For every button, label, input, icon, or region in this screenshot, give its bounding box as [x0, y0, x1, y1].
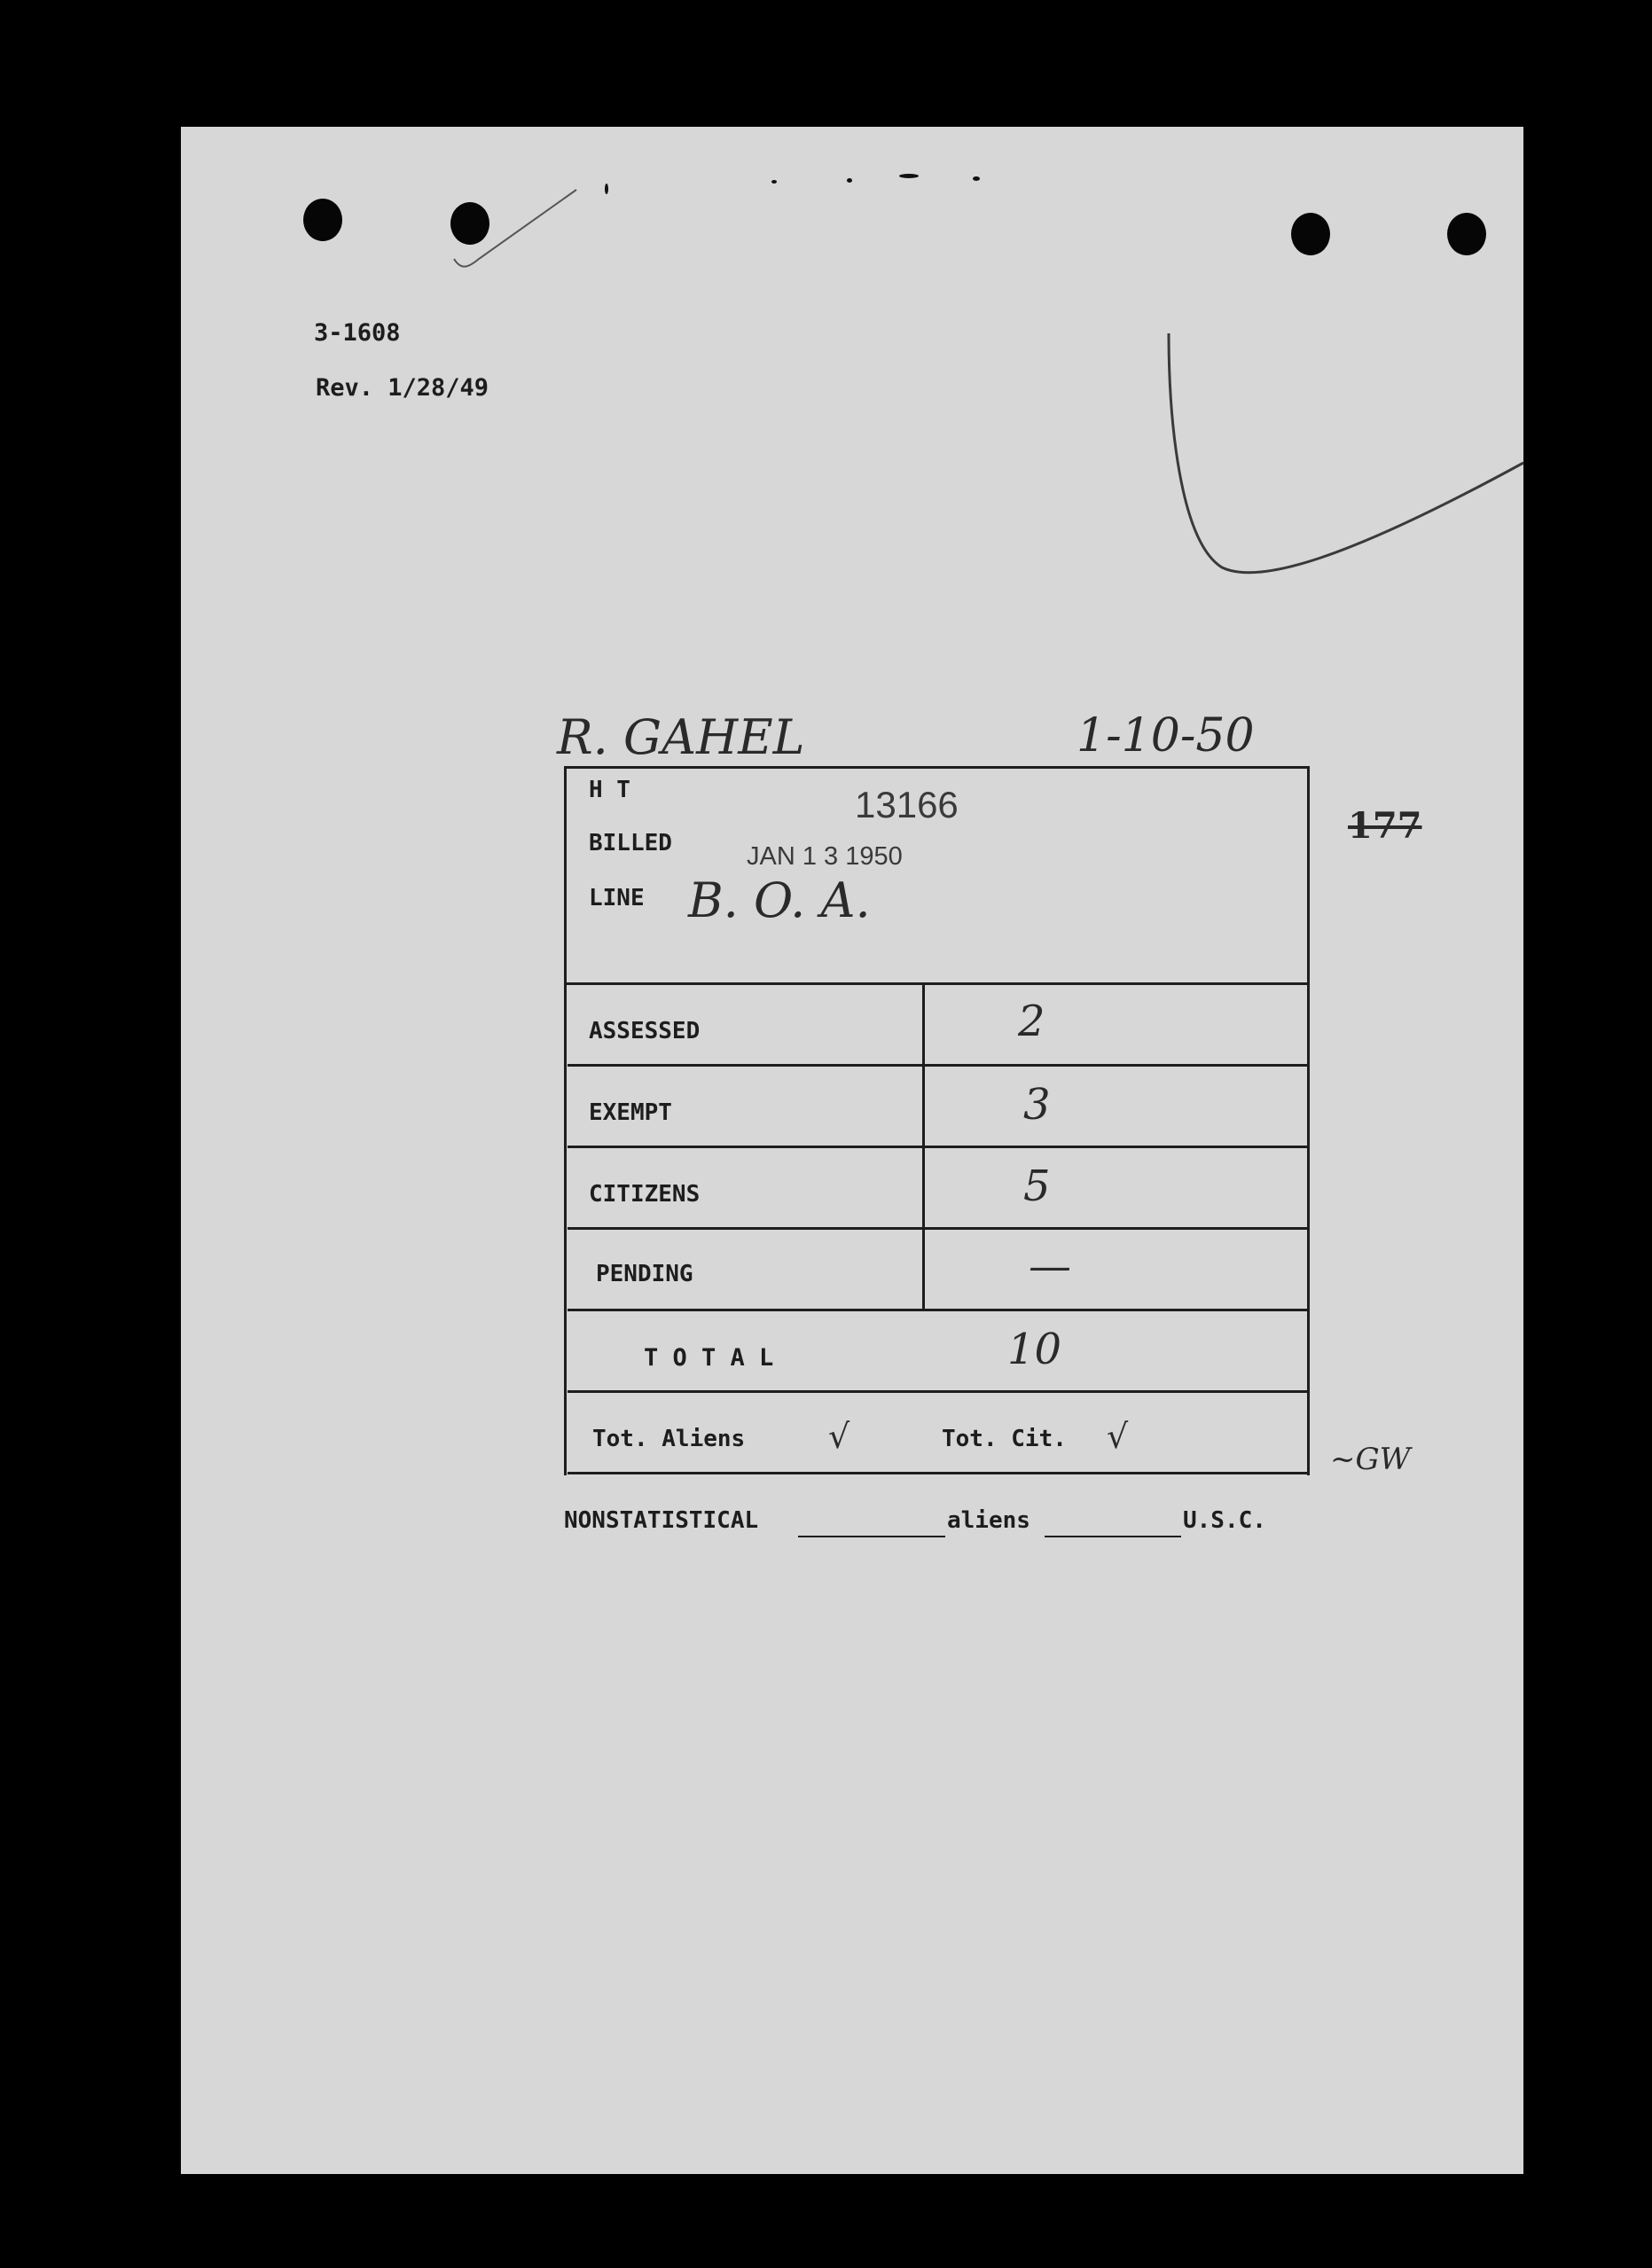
- form-revision: Rev. 1/28/49: [316, 374, 489, 402]
- date-handwritten: 1-10-50: [1077, 709, 1255, 763]
- line-label: LINE: [589, 885, 645, 911]
- punch-hole-1: [303, 199, 342, 241]
- row-separator: [568, 1227, 1310, 1230]
- tot-aliens-check: √: [828, 1417, 850, 1456]
- line-value-handwritten: B. O. A.: [688, 872, 871, 928]
- punch-hole-4: [1447, 213, 1486, 255]
- row-separator: [568, 1390, 1310, 1393]
- aliens-label: aliens: [947, 1507, 1030, 1534]
- nonstatistical-label: NONSTATISTICAL: [564, 1507, 759, 1534]
- tot-cit-label: Tot. Cit.: [942, 1426, 1067, 1452]
- ht-label: H T: [589, 777, 630, 803]
- billed-date-stamp: JAN 1 3 1950: [747, 842, 903, 871]
- row-label-assessed: ASSESSED: [589, 1018, 701, 1044]
- row-separator: [568, 1146, 1310, 1148]
- row-value-citizens: 5: [1023, 1161, 1051, 1211]
- row-value-pending: —: [1029, 1241, 1071, 1291]
- total-label: T O T A L: [644, 1344, 774, 1372]
- punch-hole-2: [450, 202, 489, 245]
- row-separator: [568, 1309, 1310, 1311]
- usc-label: U.S.C.: [1183, 1507, 1266, 1534]
- total-value: 10: [1007, 1325, 1062, 1374]
- initials-handwritten: ~GW: [1330, 1442, 1411, 1477]
- document-page: [181, 127, 1523, 2174]
- speck: [605, 184, 608, 194]
- margin-number: 177: [1348, 805, 1422, 847]
- speck: [973, 176, 980, 181]
- billed-label: BILLED: [589, 830, 672, 856]
- header-separator: [564, 982, 1310, 985]
- table-top-border: [564, 766, 1310, 769]
- table-bottom-border: [568, 1472, 1310, 1474]
- ht-number-stamp: 13166: [855, 784, 959, 825]
- passenger-name-handwritten: R. GAHEL: [557, 709, 805, 765]
- table-right-border: [1307, 766, 1310, 1475]
- speck: [771, 180, 777, 184]
- row-value-exempt: 3: [1023, 1080, 1051, 1130]
- row-label-pending: PENDING: [596, 1261, 693, 1287]
- punch-hole-3: [1291, 213, 1330, 255]
- nonstatistical-blank: [798, 1536, 945, 1537]
- speck: [899, 174, 919, 178]
- row-label-citizens: CITIZENS: [589, 1181, 701, 1208]
- row-value-assessed: 2: [1018, 997, 1045, 1046]
- table-left-border: [564, 768, 567, 1475]
- form-number: 3-1608: [314, 319, 401, 347]
- speck: [847, 178, 852, 183]
- value-column-divider: [922, 982, 925, 1310]
- aliens-blank: [1045, 1536, 1181, 1537]
- tot-cit-check: √: [1107, 1417, 1129, 1456]
- row-separator: [568, 1064, 1310, 1067]
- row-label-exempt: EXEMPT: [589, 1099, 672, 1126]
- tot-aliens-label: Tot. Aliens: [592, 1426, 746, 1452]
